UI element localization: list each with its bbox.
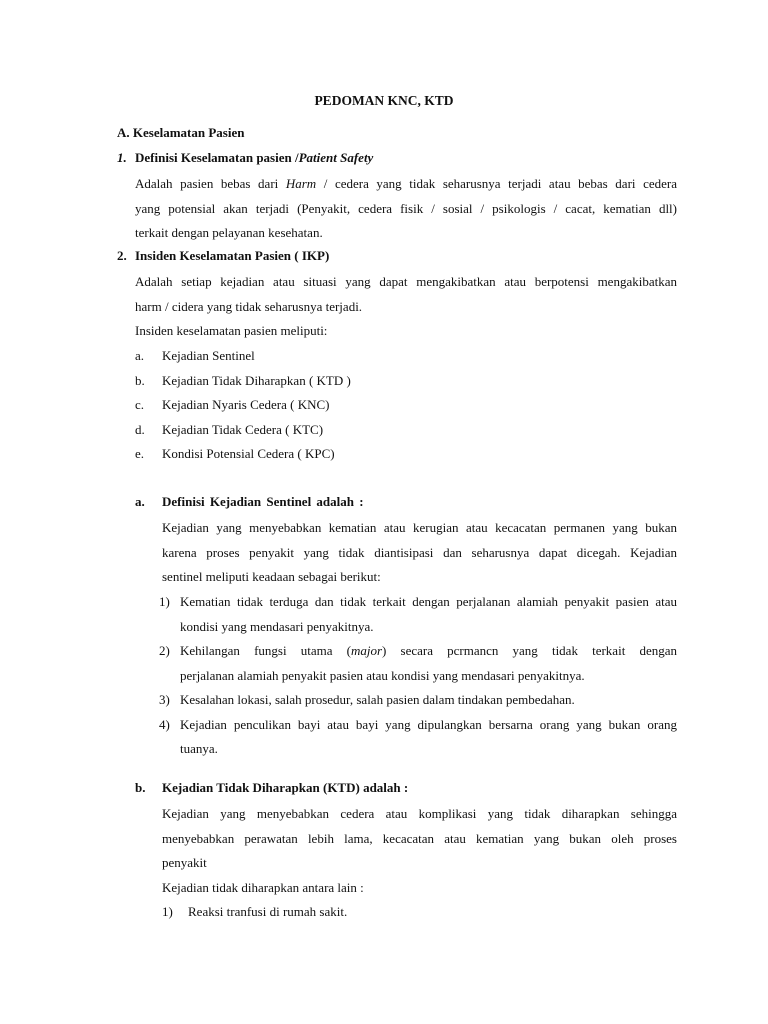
sub-a-line3: sentinel meliputi keadaan sebagai berikut:	[162, 569, 381, 584]
list-item	[162, 900, 677, 925]
sub-b-points	[162, 900, 677, 925]
list-item	[159, 688, 677, 713]
list-item-letter: d.	[135, 421, 145, 437]
item2-line2: harm / cidera yang tidak seharusnya terjadi.	[135, 298, 363, 314]
sub-a-line1: Kejadian yang menyebabkan kematian atau kerugian atau kecacatan permanen yang bukan	[162, 520, 677, 535]
list-item	[159, 590, 677, 639]
list-item-text: Kejadian Tidak Diharapkan ( KTD )	[162, 372, 351, 388]
list-item	[159, 713, 677, 762]
sub-a-points	[159, 590, 677, 762]
list-item	[135, 369, 677, 394]
item2-heading: Insiden Keselamatan Pasien ( IKP)	[135, 248, 330, 263]
list-item-text: Kondisi Potensial Cedera ( KPC)	[162, 446, 335, 461]
item1-line2: yang potensial akan terjadi (Penyakit, cedera fisik / sosial / psikologis / cacat, kematian dll)	[135, 200, 677, 216]
list-item	[135, 393, 677, 418]
point-line2: tuanya.	[180, 741, 218, 756]
sub-b-letter: b.	[135, 780, 146, 795]
item1-line3: terkait dengan pelayanan kesehatan.	[135, 225, 323, 240]
item2-body	[135, 270, 677, 344]
item2-line1: Adalah setiap kejadian atau situasi yang dapat mengakibatkan atau berpotensi mengakibatkan	[135, 274, 677, 289]
point-number: 3)	[159, 692, 170, 707]
item1-line1	[135, 172, 677, 197]
list-item-text: Kejadian Tidak Cedera ( KTC)	[162, 421, 324, 437]
item2-list	[135, 344, 677, 467]
sub-a-heading: Definisi Kejadian Sentinel adalah :	[162, 494, 364, 509]
point-line1: Kejadian penculikan bayi atau bayi yang dipulangkan bersarna orang yang bukan orang	[180, 716, 677, 732]
point-line1-a: Kehilangan fungsi utama (	[180, 643, 351, 658]
item1-heading	[135, 150, 373, 166]
point-line1	[180, 639, 677, 664]
sub-a-body	[162, 516, 677, 590]
sub-a-letter: a.	[135, 494, 145, 509]
item1-heading-italic: Patient Safety	[298, 150, 374, 165]
sub-b-line1: Kejadian yang menyebabkan cedera atau komplikasi yang tidak diharapkan sehingga	[162, 806, 677, 821]
point-line1-b: ) secara pcrmancn yang tidak terkait dengan	[382, 643, 677, 658]
item1-number: 1.	[117, 150, 127, 165]
item2-number: 2.	[117, 248, 127, 263]
list-item	[159, 639, 677, 688]
section-a-heading: A. Keselamatan Pasien	[117, 125, 245, 140]
item1-heading-text: Definisi Keselamatan pasien /	[135, 150, 299, 165]
sub-b-line3: penyakit	[162, 855, 207, 870]
list-item	[135, 442, 677, 467]
sub-b-heading: Kejadian Tidak Diharapkan (KTD) adalah :	[162, 780, 409, 795]
point-line1-italic: major	[350, 643, 383, 658]
sub-b-body	[162, 802, 677, 900]
list-item-letter: b.	[135, 372, 145, 388]
list-item-text: Kejadian Sentinel	[162, 348, 255, 363]
sub-a-line2: karena proses penyakit yang tidak diantisipasi dan seharusnya dapat dicegah. Kejadian	[162, 544, 677, 560]
point-number: 1)	[159, 594, 170, 609]
point-line2: perjalanan alamiah penyakit pasien atau kondisi yang mendasari penyakitnya.	[180, 667, 585, 683]
point-text: Reaksi tranfusi di rumah sakit.	[188, 904, 348, 919]
sub-b-line2: menyebabkan perawatan lebih lama, kecacatan atau kematian yang bukan oleh proses	[162, 830, 677, 846]
item2-line3: Insiden keselamatan pasien meliputi:	[135, 323, 328, 338]
list-item-text: Kejadian Nyaris Cedera ( KNC)	[162, 397, 330, 412]
point-number: 1)	[162, 904, 173, 919]
list-item	[135, 344, 677, 369]
list-item	[135, 418, 677, 443]
point-text	[180, 713, 677, 762]
item1-line1-a: Adalah pasien bebas dari	[135, 176, 286, 191]
list-item-letter: a.	[135, 348, 145, 363]
point-text: Kesalahan lokasi, salah prosedur, salah pasien dalam tindakan pembedahan.	[180, 692, 575, 707]
item1-line1-b: / cedera yang tidak seharusnya terjadi atau bebas dari cedera	[316, 176, 677, 191]
item1-line1-italic: Harm	[285, 176, 317, 191]
item1-body	[135, 172, 677, 246]
point-text	[180, 590, 677, 639]
point-line1: Kematian tidak terduga dan tidak terkait dengan perjalanan alamiah penyakit pasien atau	[180, 594, 677, 609]
list-item-letter: e.	[135, 446, 145, 461]
sub-b-line4: Kejadian tidak diharapkan antara lain :	[162, 879, 364, 895]
point-number: 2)	[159, 643, 170, 658]
point-number: 4)	[159, 716, 170, 732]
list-item-letter: c.	[135, 397, 145, 412]
point-text	[180, 639, 677, 688]
page-title: PEDOMAN KNC, KTD	[314, 93, 454, 108]
point-line2: kondisi yang mendasari penyakitnya.	[180, 618, 374, 634]
